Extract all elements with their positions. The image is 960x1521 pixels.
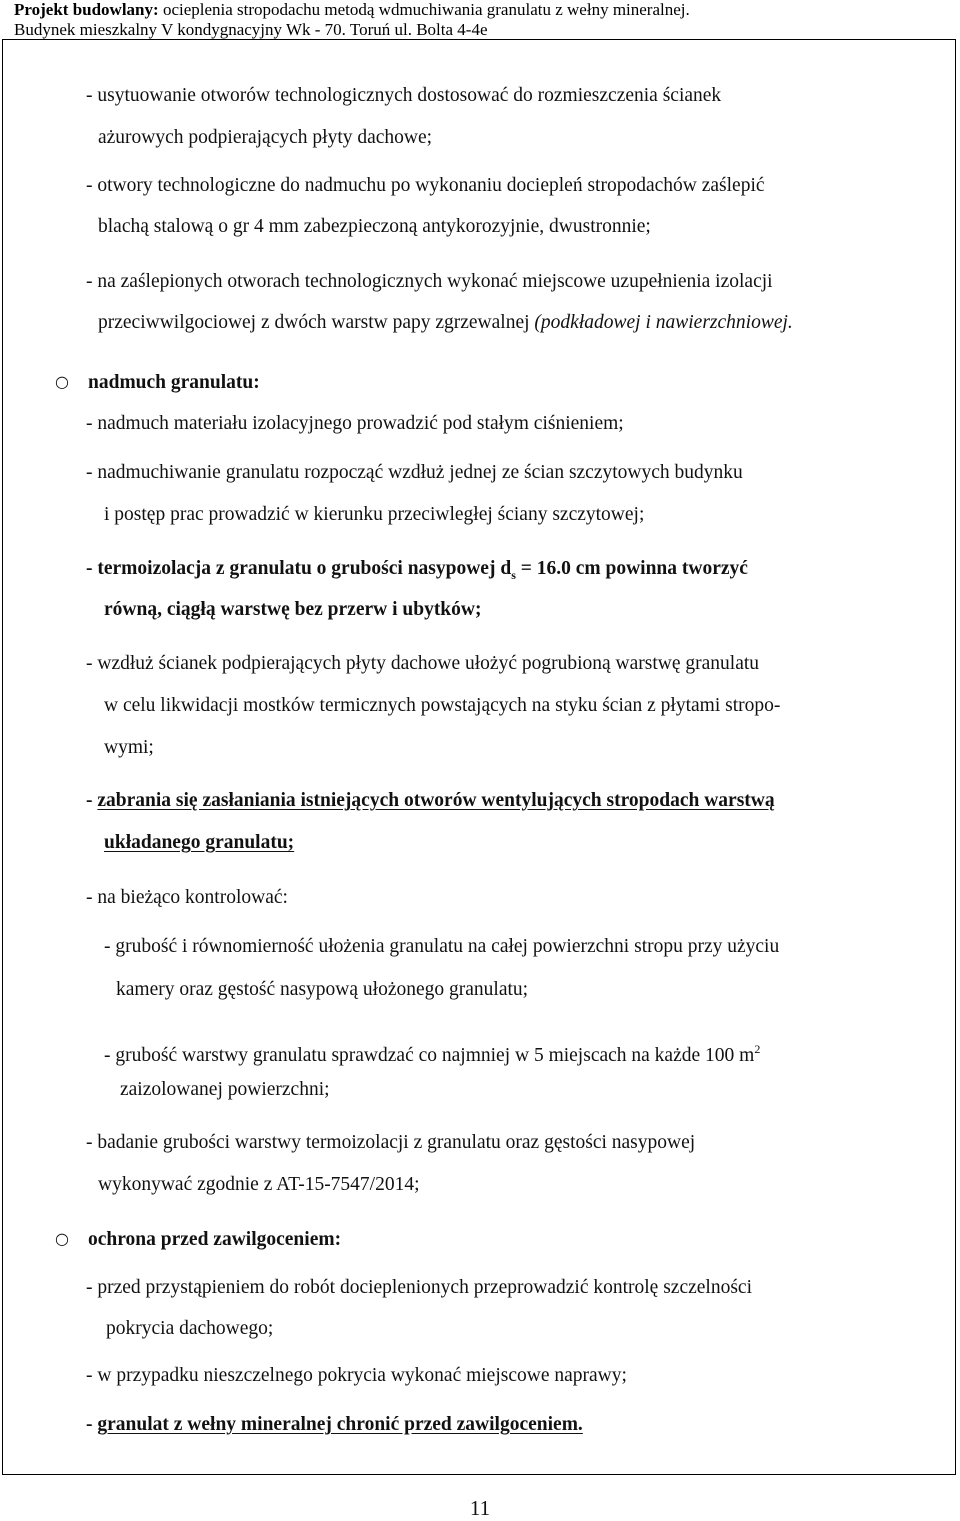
text-line: zaizolowanej powierzchni; [120, 1079, 330, 1100]
text-line: wymi; [104, 737, 154, 758]
text-line: - przed przystąpieniem do robót docieplenionych przeprowadzić kontrolę szczelności [86, 1277, 752, 1298]
text-span: - termoizolacja z granulatu o grubości nasypowej d [86, 558, 512, 579]
text-line: kamery oraz gęstość nasypową ułożonego granulatu; [116, 979, 529, 1000]
text-span: - [86, 1414, 98, 1435]
text-line: w celu likwidacji mostków termicznych powstających na styku ścian z płytami stropo- [104, 695, 781, 716]
text-line-bold [86, 1413, 583, 1437]
text-line: - badanie grubości warstwy termoizolacji z granulatu oraz gęstości nasypowej [86, 1132, 696, 1153]
text-line: - na zaślepionych otworach technologicznych wykonać miejscowe uzupełnienia izolacji [86, 271, 773, 292]
text-line: - wzdłuż ścianek podpierających płyty dachowe ułożyć pogrubioną warstwę granulatu [86, 653, 760, 674]
text-line-bold [86, 789, 775, 813]
text-line: - nadmuch materiału izolacyjnego prowadzić pod stałym ciśnieniem; [86, 413, 624, 434]
text-line: blachą stalową o gr 4 mm zabezpieczoną antykorozyjnie, dwustronnie; [98, 216, 651, 237]
header-title: ocieplenia stropodachu metodą wdmuchiwania granulatu z wełny mineralnej. [158, 0, 690, 19]
italic-span: (podkładowej i nawierzchniowej. [534, 312, 793, 333]
page-header [14, 0, 690, 20]
text-span: = 16.0 cm powinna tworzyć [515, 558, 748, 579]
text-line: - grubość i równomierność ułożenia granulatu na całej powierzchni stropu przy użyciu [104, 936, 780, 957]
text-line: ażurowych podpierających płyty dachowe; [98, 127, 433, 148]
section-heading-moisture: ochrona przed zawilgoceniem: [88, 1229, 342, 1250]
text-line-bold [86, 557, 748, 587]
underlined-span: zabrania się zasłaniania istniejących otworów wentylujących stropodach warstwą [97, 790, 775, 811]
text-span: - grubość warstwy granulatu sprawdzać co najmniej w 5 miejscach na każde 100 m [104, 1045, 755, 1066]
header-line-2: Budynek mieszkalny V kondygnacyjny Wk - 70. Toruń ul. Bolta 4-4e [14, 20, 488, 39]
subscript: s [511, 568, 516, 582]
text-line: - otwory technologiczne do nadmuchu po wykonaniu dociepleń stropodachów zaślepić [86, 175, 765, 196]
text-line: - w przypadku nieszczelnego pokrycia wykonać miejscowe naprawy; [86, 1365, 627, 1386]
text-line: - na bieżąco kontrolować: [86, 887, 288, 908]
superscript: 2 [754, 1042, 761, 1056]
text-line [104, 1037, 760, 1068]
page-number: 11 [469, 1496, 491, 1520]
text-line: pokrycia dachowego; [106, 1318, 274, 1339]
text-line [98, 311, 793, 335]
text-line: wykonywać zgodnie z AT-15-7547/2014; [98, 1174, 420, 1195]
text-span: przeciwwilgociowej z dwóch warstw papy zgrzewalnej [98, 312, 535, 333]
text-line: - usytuowanie otworów technologicznych dostosować do rozmieszczenia ścianek [86, 85, 722, 106]
circle-bullet-icon: ○ [55, 1229, 69, 1248]
text-line: i postęp prac prowadzić w kierunku przeciwległej ściany szczytowej; [104, 504, 645, 525]
section-heading-blowing: nadmuch granulatu: [88, 372, 260, 393]
text-line-bold-underlined: układanego granulatu; [104, 832, 295, 853]
circle-bullet-icon: ○ [55, 372, 69, 391]
header-label: Projekt budowlany: [14, 0, 159, 19]
text-line: - nadmuchiwanie granulatu rozpocząć wzdłuż jednej ze ścian szczytowych budynku [86, 462, 743, 483]
underlined-span: granulat z wełny mineralnej chronić przed zawilgoceniem. [97, 1414, 583, 1435]
text-span: - [86, 790, 98, 811]
text-line-bold: równą, ciągłą warstwę bez przerw i ubytków; [104, 599, 482, 620]
